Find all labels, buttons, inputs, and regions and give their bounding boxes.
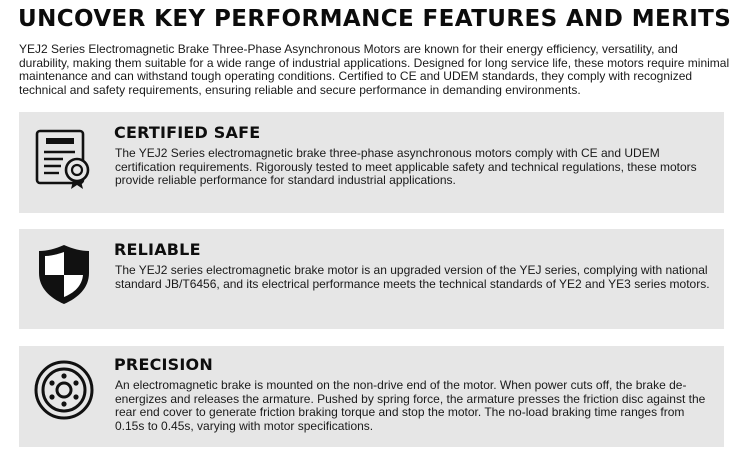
feature-card-precision	[19, 346, 724, 447]
feature-card-certified-safe	[19, 112, 724, 213]
feature-card-reliable	[19, 229, 724, 329]
shield-icon	[33, 242, 95, 306]
feature-description: The YEJ2 series electromagnetic brake motor is an upgraded version of the YEJ series, complying with national standard JB/T6456, and its electrical performance meets the technical standards of YE2 and YE3 series motors.	[115, 263, 710, 291]
feature-description: An electromagnetic brake is mounted on the non-drive end of the motor. When power cuts off, the brake de-energizes and releases the armature. Pushed by spring force, the armature presses the friction disc against the rear end cover to generate friction braking torque and stop the motor. The no-load braking time ranges from 0.15s to 0.45s, varying with motor specifications.	[115, 378, 706, 433]
intro-paragraph: YEJ2 Series Electromagnetic Brake Three-Phase Asynchronous Motors are known for their energy efficiency, versatility, and durability, making them suitable for a wide range of industrial applications. Designed for long service life, these motors require minimal maintenance and can withstand tough operating conditions. Certified to CE and UDEM standards, they comply with recognized technical and safety requirements, ensuring reliable and secure performance in demanding environments.	[19, 42, 730, 97]
certificate-icon	[33, 127, 95, 191]
feature-description: The YEJ2 Series electromagnetic brake three-phase asynchronous motors comply with CE and UDEM certification requirements. Rigorously tested to meet applicable safety and technical regulations, these motors provide reliable performance for standard industrial applications.	[115, 146, 697, 188]
brake-disc-icon	[33, 358, 95, 422]
feature-title: PRECISION	[114, 355, 213, 374]
page-title: UNCOVER KEY PERFORMANCE FEATURES AND MERITS	[18, 6, 732, 32]
feature-title: CERTIFIED SAFE	[114, 123, 261, 142]
feature-title: RELIABLE	[114, 240, 201, 259]
